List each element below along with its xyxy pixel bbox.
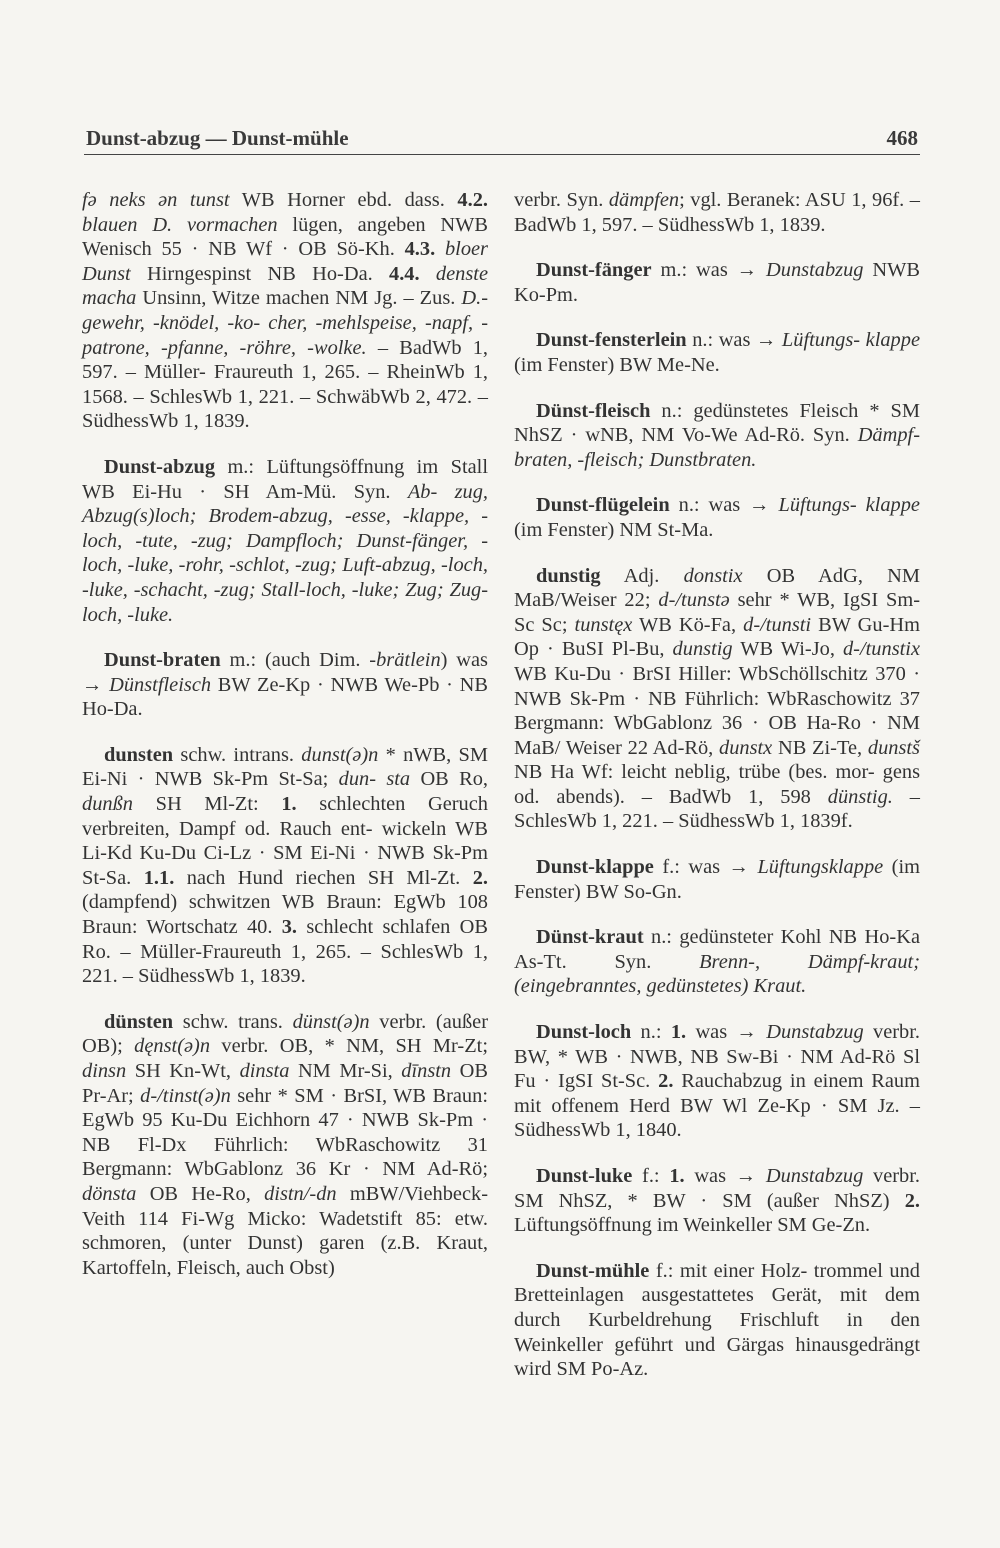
entry-dunstig: dunstig Adj. donstix OB AdG, NM MaB/Weiser 22; d-/tunstə sehr * WB, IgSI Sm-Sc Sc; tunstęx WB Kö-Fa, d-/tunsti BW Gu-Hm Op · BuSI Pl-Bu, dunstig WB Wi-Jo, d-/tunstix WB Ku-Du · BrSI Hiller: WbSchöllschitz 370 · NWB Sk-Pm · NB Führlich: WbRaschowitz 37 Bergmann: WbGablonz 36 · OB Ha-Ro · NM MaB/ Weiser 22 Ad-Rö, dunstx NB Zi-Te, dunstš NB Ha Wf: leicht neblig, trübe (bes. mor- gens od. abends). – BadWb 1, 598 dünstig. – SchlesWb 1, 221. – SüdhessWb 1, 1839f. [514, 564, 921, 833]
entry-dunst-loch: Dunst-loch n.: 1. was → Dunstabzug verbr. BW, * WB · NWB, NB Sw-Bi · NM Ad-Rö Sl Fu · IgSI St-Sc. 2. Rauchabzug in einem Raum mit offenem Herd BW Wl Ze-Kp · SM Jz. – SüdhessWb 1, 1840. [514, 1021, 921, 1142]
entry-continuation: fə neks ən tunst WB Horner ebd. dass. 4.2. blauen D. vormachen lügen, angeben NWB Wenisch 55 · NB Wf · OB Sö-Kh. 4.3. bloer Dunst Hirngespinst NB Ho-Da. 4.4. denste macha Unsinn, Witze machen NM Jg. – Zus. D.-gewehr, -knödel, -ko- cher, -mehlspeise, -napf, -patrone, -pfanne, -röhre, -wolke. – BadWb 1, 597. – Müller- Fraureuth 1, 265. – RheinWb 1, 1568. – SchlesWb 1, 221. – SchwäbWb 2, 472. – SüdhessWb 1, 1839. [82, 189, 489, 433]
entry-dunst-fluegelein: Dunst-flügelein n.: was → Lüftungs- klappe (im Fenster) NM St-Ma. [514, 494, 920, 541]
page-number: 468 [886, 126, 918, 150]
entry-duensten: dünsten schw. trans. dünst(ə)n verbr. (außer OB); dęnst(ə)n verbr. OB, * NM, SH Mr-Zt; dinsn SH Kn-Wt, dinsta NM Mr-Si, dīnstn OB Pr-Ar; d-/tinst(ə)n sehr * SM · BrSI, WB Braun: EgWb 95 Ku-Du Eichhorn 47 · NWB Sk-Pm · NB Fl-Dx Führlich: WbRaschowitz 31 Bergmann: WbGablonz 36 Kr · NM Ad-Rö; dönsta OB He-Ro, distn/-dn mBW/Viehbeck- Veith 114 Fi-Wg Micko: Wadetstift 85: etw. schmoren, (unter Dunst) garen (z.B. Kraut, Kartoffeln, Fleisch, auch Obst) [82, 1010, 488, 1279]
header-title: Dunst-abzug — Dunst-mühle [86, 126, 349, 150]
running-header [84, 124, 920, 155]
entry-duenst-fleisch: Dünst-fleisch n.: gedünstetes Fleisch * SM NhSZ · wNB, NM Vo-We Ad-Rö. Syn. Dämpf-braten, -fleisch; Dunstbraten. [514, 399, 920, 471]
left-column [82, 188, 488, 1301]
entry-dunst-klappe: Dunst-klappe f.: was → Lüftungsklappe (im Fenster) BW So-Gn. [514, 856, 921, 903]
entry-dunst-muehle: Dunst-mühle f.: mit einer Holz- trommel und Bretteinlagen ausgestattetes Gerät, mit dem durch Kurbeldrehung Frischluft in den Weinkeller geführt und Gärgas hinausgedrängt wird SM Po-Az. [514, 1259, 920, 1381]
entry-dunst-fensterlein: Dunst-fensterlein n.: was → Lüftungs- klappe (im Fenster) BW Me-Ne. [514, 329, 920, 376]
entry-dunst-braten: Dunst-braten m.: (auch Dim. -brätlein) was → Dünstfleisch BW Ze-Kp · NWB We-Pb · NB Ho-Da. [82, 649, 488, 721]
entry-dunst-abzug: Dunst-abzug m.: Lüftungsöffnung im Stall WB Ei-Hu · SH Am-Mü. Syn. Ab- zug, Abzug(s)loch; Brodem-abzug, -esse, -klappe, -loch, -tute, -zug; Dampfloch; Dunst-fänger, -loch, -luke, -rohr, -schlot, -zug; Luft-abzug, -loch, -luke, -schacht, -zug; Stall-loch, -luke; Zug; Zug-loch, -luke. [82, 455, 488, 626]
entry-dunst-faenger: Dunst-fänger m.: was → Dunstabzug NWB Ko-Pm. [514, 259, 920, 306]
right-column [514, 188, 920, 1403]
entry-dunsten: dunsten schw. intrans. dunst(ə)n * nWB, SM Ei-Ni · NWB Sk-Pm St-Sa; dun- sta OB Ro, dunßn SH Ml-Zt: 1. schlechten Geruch verbreiten, Dampf od. Rauch ent- wickeln WB Li-Kd Ku-Du Ci-Lz · SM Ei-Ni · NWB Sk-Pm St-Sa. 1.1. nach Hund riechen SH Ml-Zt. 2. (dampfend) schwitzen WB Braun: EgWb 108 Braun: Wortschatz 40. 3. schlecht schlafen OB Ro. – Müller-Fraureuth 1, 265. – SchlesWb 1, 221. – SüdhessWb 1, 1839. [82, 743, 488, 988]
entry-dunst-luke: Dunst-luke f.: 1. was → Dunstabzug verbr. SM NhSZ, * BW · SM (außer NhSZ) 2. Lüftungsöffnung im Weinkeller SM Ge-Zn. [514, 1165, 921, 1237]
entry-continuation: verbr. Syn. dämpfen; vgl. Beranek: ASU 1, 96f. – BadWb 1, 597. – SüdhessWb 1, 1839. [514, 189, 920, 236]
entry-duenst-kraut: Dünst-kraut n.: gedünsteter Kohl NB Ho-Ka As-Tt. Syn. Brenn-, Dämpf-kraut; (eingebranntes, gedünstetes) Kraut. [514, 926, 920, 998]
